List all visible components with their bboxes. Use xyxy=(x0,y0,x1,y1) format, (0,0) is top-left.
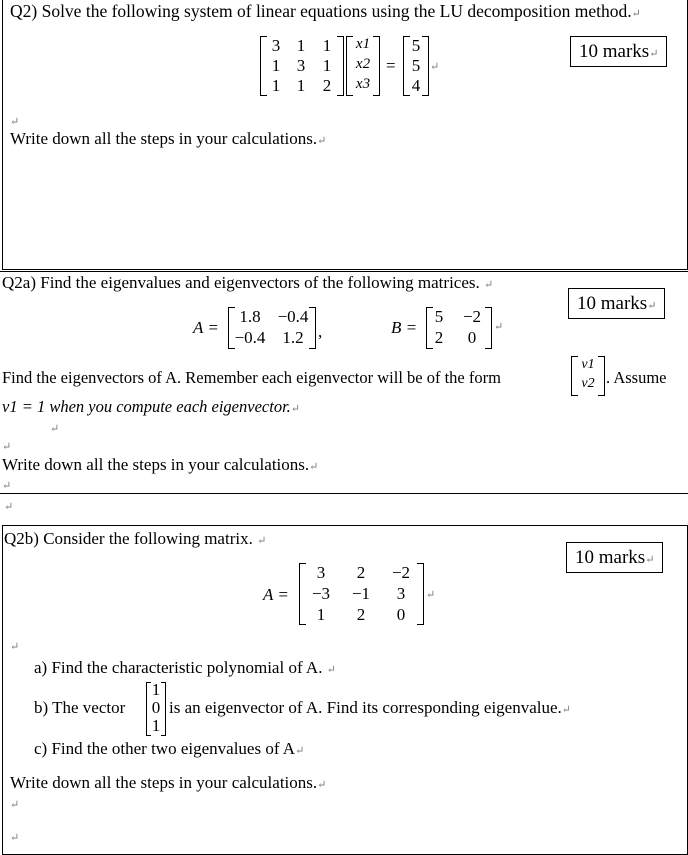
matrix-cell: 3 xyxy=(296,56,306,75)
vector-entry: 1 xyxy=(151,680,161,699)
matrix-a xyxy=(228,307,316,349)
matrix-cell: 2 xyxy=(356,563,366,582)
matrix-cell: 3 xyxy=(271,36,281,55)
matrix-separator: , xyxy=(318,322,323,341)
matrix-cell: −2 xyxy=(462,307,482,326)
item-a: a) Find the characteristic polynomial of A. ↵ xyxy=(34,658,336,677)
matrix-cell: −2 xyxy=(391,563,411,582)
question-2-steps: Write down all the steps in your calculations.↵ xyxy=(10,129,327,148)
question-2b-heading: Q2b) Consider the following matrix. ↵ xyxy=(4,529,267,548)
question-2b-steps: Write down all the steps in your calculations.↵ xyxy=(10,773,327,792)
vector-entry: 1 xyxy=(151,716,161,735)
matrix-cell: 3 xyxy=(316,563,326,582)
item-b-end: is an eigenvector of A. Find its corresponding eigenvalue.↵ xyxy=(169,698,572,717)
vector-entry: 5 xyxy=(411,56,421,75)
question-2-heading: Q2) Solve the following system of linear equations using the LU decomposition method.↵ xyxy=(10,1,641,21)
vector-entry: 0 xyxy=(151,698,161,717)
question-2a-heading: Q2a) Find the eigenvalues and eigenvectors of the following matrices. ↵ xyxy=(2,273,494,292)
matrix-cell: 0 xyxy=(467,328,477,347)
matrix-b-label: B = xyxy=(391,318,418,337)
vector-entry: v1 xyxy=(581,357,595,372)
question-2a-marks: 10 marks↵ xyxy=(568,288,665,319)
item-b-start: b) The vector xyxy=(34,698,126,717)
matrix-b xyxy=(426,307,492,349)
question-2b-marks: 10 marks↵ xyxy=(566,542,663,573)
matrix-cell: −0.4 xyxy=(277,307,309,326)
rhs-vector xyxy=(403,36,429,96)
eigenvector-instructions: Find the eigenvectors of A. Remember each eigenvector will be of the form xyxy=(2,368,501,387)
vector-entry: x2 xyxy=(355,56,371,72)
matrix-cell: 3 xyxy=(396,584,406,603)
matrix-cell: 1.8 xyxy=(239,307,261,326)
vector-entry: 4 xyxy=(411,76,421,95)
matrix-cell: 1 xyxy=(271,76,281,95)
matrix-cell: −0.4 xyxy=(234,328,266,347)
section-divider xyxy=(0,271,688,272)
eigenvector-instructions-end: . Assume xyxy=(606,368,667,387)
matrix-cell: −1 xyxy=(351,584,371,603)
coefficient-matrix xyxy=(260,36,344,96)
vector-entry: v2 xyxy=(581,376,595,391)
matrix-a-label: A = xyxy=(193,318,219,337)
eigenvector-form-vector xyxy=(571,356,605,396)
matrix-cell: 0 xyxy=(396,605,406,624)
matrix-cell: 2 xyxy=(322,76,332,95)
matrix-cell: 2 xyxy=(434,328,444,347)
matrix-cell: 1.2 xyxy=(282,328,304,347)
matrix-cell: 1 xyxy=(296,36,306,55)
question-2-marks: 10 marks↵ xyxy=(570,36,667,67)
vector-entry: x1 xyxy=(355,36,371,52)
matrix-cell: −3 xyxy=(311,584,331,603)
section-divider xyxy=(0,493,688,494)
matrix-cell: 1 xyxy=(316,605,326,624)
equals-sign: = xyxy=(386,56,396,75)
vector-entry: x3 xyxy=(355,76,371,92)
matrix-cell: 5 xyxy=(434,307,444,326)
matrix-a xyxy=(299,563,424,625)
question-2a-steps: Write down all the steps in your calculations.↵ xyxy=(2,455,319,474)
variable-vector xyxy=(346,36,380,96)
matrix-cell: 2 xyxy=(356,605,366,624)
item-c: c) Find the other two eigenvalues of A↵ xyxy=(34,739,305,758)
matrix-cell: 1 xyxy=(296,76,306,95)
matrix-cell: 1 xyxy=(322,56,332,75)
matrix-cell: 1 xyxy=(322,36,332,55)
eigenvector-assumption: v1 = 1 when you compute each eigenvector.↵ xyxy=(2,397,301,416)
matrix-cell: 1 xyxy=(271,56,281,75)
eigenvector-column xyxy=(146,682,166,736)
vector-entry: 5 xyxy=(411,36,421,55)
matrix-a-label: A = xyxy=(263,585,289,604)
